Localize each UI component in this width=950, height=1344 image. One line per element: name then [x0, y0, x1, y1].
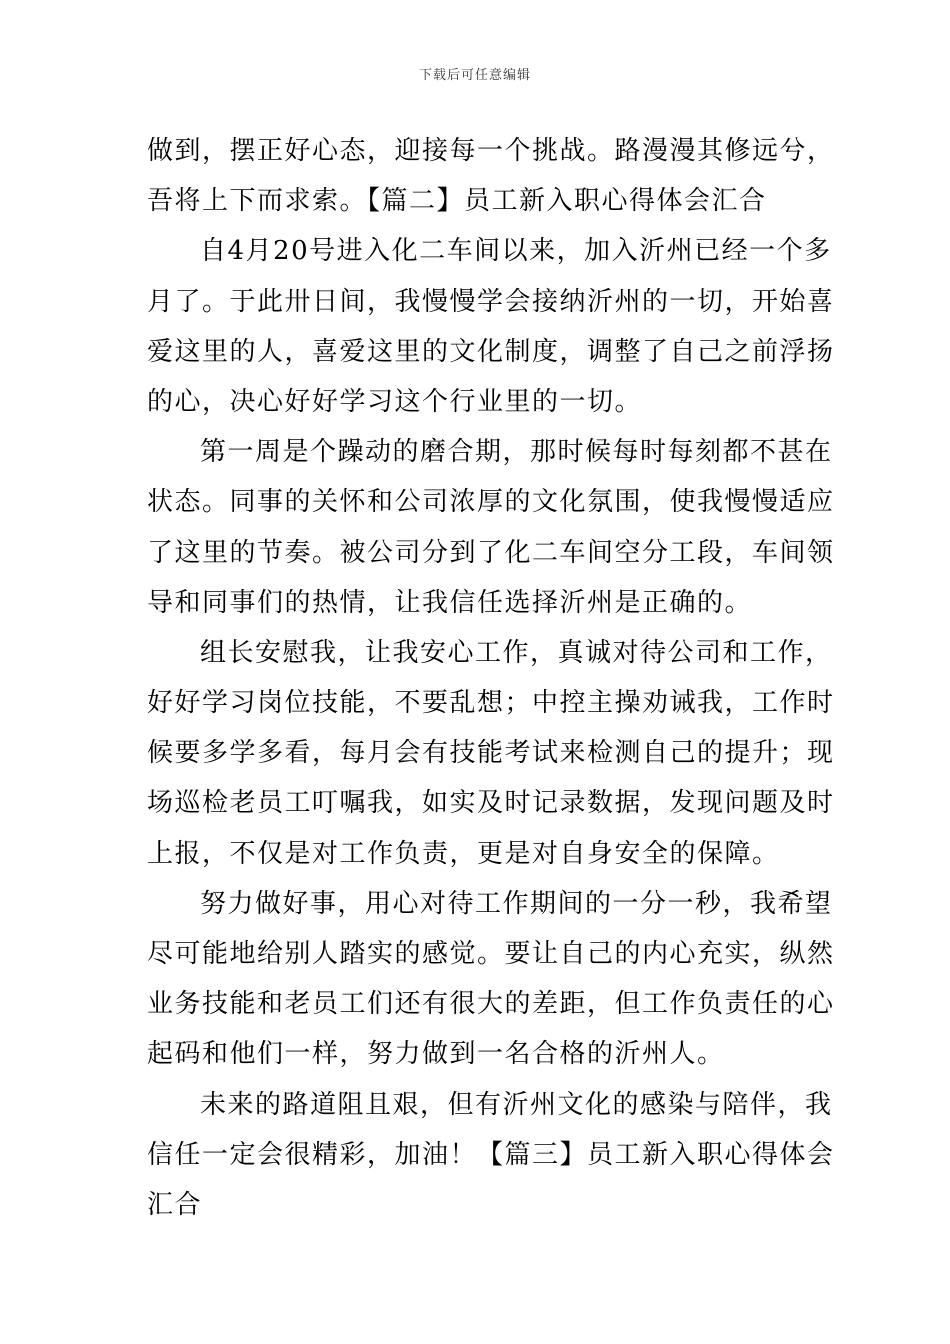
page-header: 下载后可任意编辑 [418, 68, 531, 83]
text-line: 了这里的节奏。被公司分到了化二车间空分工段，车间领 [147, 537, 835, 568]
text-line: 吾将上下而求索。【篇二】员工新入职心得体会汇合 [147, 186, 767, 217]
text-line: 月了。于此卅日间，我慢慢学会接纳沂州的一切，开始喜 [147, 286, 835, 317]
text-line: 起码和他们一样，努力做到一名合格的沂州人。 [147, 1039, 725, 1070]
text-line: 好好学习岗位技能，不要乱想；中控主操劝诫我，工作时 [147, 688, 835, 719]
text-line: 尽可能地给别人踏实的感觉。要让自己的内心充实，纵然 [147, 939, 835, 969]
body-text [147, 126, 835, 1230]
paragraph-first-line: 组长安慰我，让我安心工作，真诚对待公司和工作， [200, 637, 833, 668]
text-line: 状态。同事的关怀和公司浓厚的文化氛围，使我慢慢适应 [147, 487, 835, 518]
paragraph-first-line: 第一周是个躁动的磨合期，那时候每时每刻都不甚在 [200, 437, 833, 468]
text-line: 爱这里的人，喜爱这里的文化制度，调整了自己之前浮扬 [147, 336, 835, 367]
paragraph-first-line: 努力做好事，用心对待工作期间的一分一秒，我希望 [200, 888, 833, 919]
text-line: 汇合 [147, 1189, 203, 1220]
text-line: 业务技能和老员工们还有很大的差距，但工作负责任的心 [147, 989, 835, 1020]
text-line: 的心，决心好好学习这个行业里的一切。 [147, 386, 643, 417]
text-line: 做到，摆正好心态，迎接每一个挑战。路漫漫其修远兮， [147, 136, 835, 166]
text-line: 上报，不仅是对工作负责，更是对自身安全的保障。 [147, 838, 780, 869]
text-line: 信任一定会很精彩，加油！【篇三】员工新入职心得体会 [147, 1139, 835, 1170]
text-line: 候要多学多看，每月会有技能考试来检测自己的提升；现 [147, 738, 835, 769]
paragraph-first-line: 未来的路道阻且艰，但有沂州文化的感染与陪伴，我 [200, 1089, 833, 1120]
text-line: 导和同事们的热情，让我信任选择沂州是正确的。 [147, 587, 753, 618]
text-line: 场巡检老员工叮嘱我，如实及时记录数据，发现问题及时 [147, 788, 835, 819]
paragraph-first-line: 自4月20号进入化二车间以来，加入沂州已经一个多 [200, 236, 832, 267]
